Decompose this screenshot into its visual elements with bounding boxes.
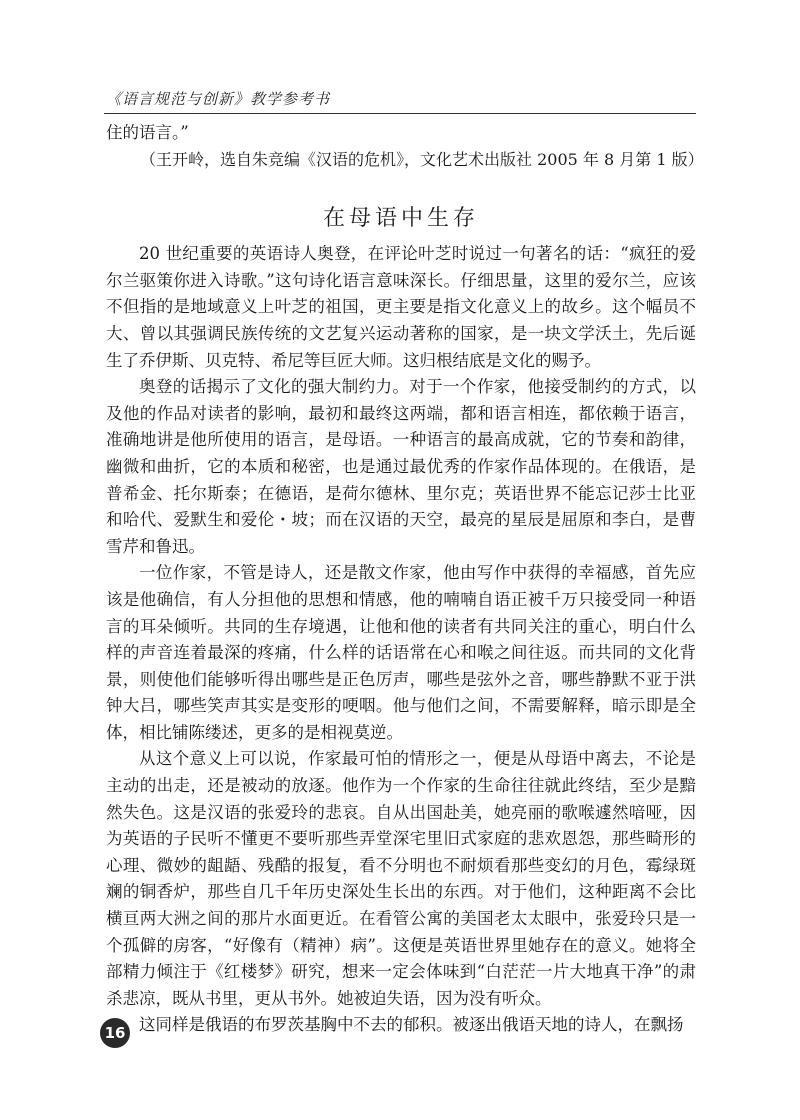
running-header: 《语言规范与创新》教学参考书 [106, 90, 331, 108]
previous-text-source: （王开岭，选自朱竞编《汉语的危机》，文化艺术出版社 2005 年 8 月第 1 版） [140, 149, 704, 169]
paragraph-5: 这同样是俄语的布罗茨基胸中不去的郁积。被逐出俄语天地的诗人，在飘扬 [139, 1015, 684, 1035]
header-rule [104, 113, 696, 114]
paragraph-3: 一位作家，不管是诗人，还是散文作家，他由写作中获得的幸福感，首先应该是他确信，有人分担他的思想和情感，他的喃喃自语正被千万只接受同一种语言的耳朵倾听。共同的生存境遇，让他和他的读者有共同关注的重心，明白什么样的声音连着最深的疼痛，什么样的话语常在心和喉之间往返。而共同的文化背景，则使他们能够听得出哪些是正色厉声，哪些是弦外之音，哪些静默不亚于洪钟大吕，哪些笑声其实是变形的哽咽。他与他们之间，不需要解释，暗示即是全体，相比铺陈缕述，更多的是相视莫逆。 [106, 563, 696, 742]
previous-text-ending: 住的语言。” [106, 123, 189, 142]
paragraph-1: 20 世纪重要的英语诗人奥登，在评论叶芝时说过一句著名的话：“疯狂的爱尔兰驱策你进入诗歌。”这句诗化语言意味深长。仔细思量，这里的爱尔兰，应该不但指的是地域意义上叶芝的祖国，更主要是指文化意义上的故乡。这个幅员不大、曾以其强调民族传统的文艺复兴运动著称的国家，是一块文学沃土，先后诞生了乔伊斯、贝克特、希尼等巨匠大师。这归根结底是文化的赐予。 [106, 244, 696, 370]
page-body [106, 120, 704, 1039]
page-number: 16 [100, 1018, 130, 1048]
paragraph-2: 奥登的话揭示了文化的强大制约力。对于一个作家，他接受制约的方式，以及他的作品对读者的影响，最初和最终这两端，都和语言相连，都依赖于语言，准确地讲是他所使用的语言，是母语。一种语言的最高成就，它的节奏和韵律，幽微和曲折，它的本质和秘密，也是通过最优秀的作家作品体现的。在俄语，是普希金、托尔斯泰；在德语，是荷尔德林、里尔克；英语世界不能忘记莎士比亚和哈代、爱默生和爱伦・坡；而在汉语的天空，最亮的星辰是屈原和李白，是曹雪芹和鲁迅。 [106, 377, 696, 556]
paragraph-4: 从这个意义上可以说，作家最可怕的情形之一，便是从母语中离去，不论是主动的出走，还是被动的放逐。他作为一个作家的生命往往就此终结，至少是黯然失色。这是汉语的张爱玲的悲哀。自从出国赴美，她亮丽的歌喉遽然喑哑，因为英语的子民听不懂更不要听那些弄堂深宅里旧式家庭的悲欢恩怨，那些畸形的心理、微妙的龃龉、残酷的报复，看不分明也不耐烦看那些变幻的月色，霉绿斑斓的铜香炉，那些自几千年历史深处生长出的东西。对于他们，这种距离不会比横亘两大洲之间的那片水面更近。在看管公寓的美国老太太眼中，张爱玲只是一个孤僻的房客，“好像有（精神）病”。这便是英语世界里她存在的意义。她将全部精力倾注于《红楼梦》研究，想来一定会体味到“白茫茫一片大地真干净”的肃杀悲凉，既从书里，更从书外。她被迫失语，因为没有听众。 [106, 749, 696, 1008]
article-title: 在母语中生存 [322, 206, 479, 232]
